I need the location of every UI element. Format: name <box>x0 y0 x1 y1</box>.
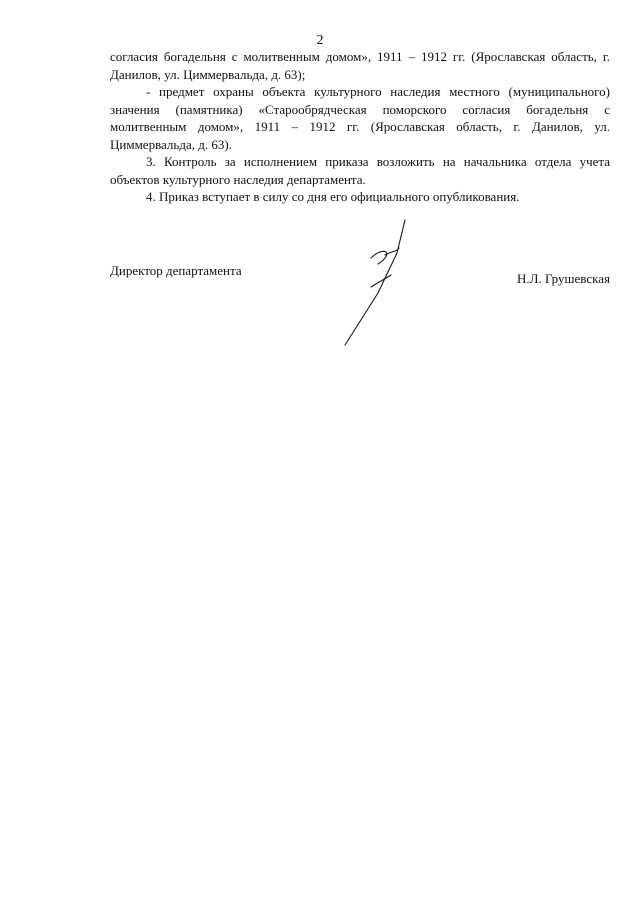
paragraph-continuation: согласия богадельня с молитвенным домом», 1911 – 1912 гг. (Ярославская область, г. Данилов, ул. Циммервальда, д. 63); <box>110 49 610 82</box>
paragraph-control-clause: 3. Контроль за исполнением приказа возложить на начальника отдела учета объектов культурного наследия департамента. <box>110 154 610 187</box>
paragraph-protection-subject: - предмет охраны объекта культурного наследия местного (муниципального) значения (памятника) «Старообрядческая поморского согласия богадельня с молитвенным домом», 1911 – 1912 гг. (Ярославская область, г. Данилов, ул. Циммервальда, д. 63). <box>110 84 610 152</box>
handwritten-signature <box>335 215 415 350</box>
signatory-name: Н.Л. Грушевская <box>517 271 610 286</box>
page-number: 2 <box>316 33 324 48</box>
paragraph-effective-clause: 4. Приказ вступает в силу со дня его официального опубликования. <box>146 189 520 204</box>
document-body <box>110 48 610 206</box>
signatory-title: Директор департамента <box>110 263 242 278</box>
